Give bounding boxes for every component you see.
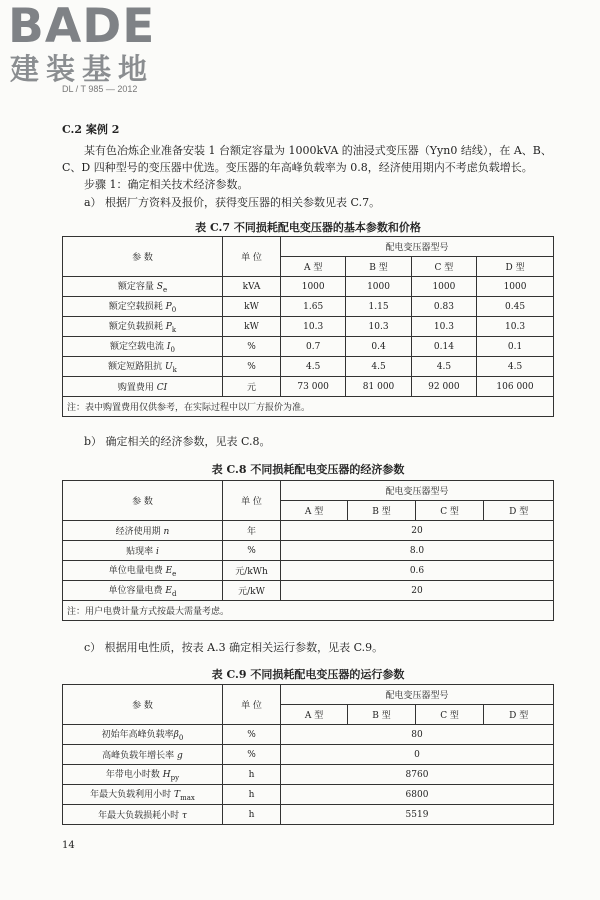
- unit-header: 单 位: [223, 237, 281, 277]
- unit-cell: %: [223, 357, 281, 377]
- cell: 0.83: [411, 297, 476, 317]
- cell: 10.3: [411, 317, 476, 337]
- cell: 20: [281, 521, 554, 541]
- cell: 4.5: [477, 357, 554, 377]
- unit-cell: kW: [223, 297, 281, 317]
- cell: 106 000: [477, 377, 554, 397]
- item-b: b） 确定相关的经济参数，见表 C.8。: [84, 435, 271, 448]
- cell: 81 000: [346, 377, 411, 397]
- row-label: 年最大负载损耗小时 τ: [63, 805, 223, 825]
- cell: 4.5: [281, 357, 346, 377]
- cell: 4.5: [411, 357, 476, 377]
- cell: 0.1: [477, 337, 554, 357]
- cell: 0.4: [346, 337, 411, 357]
- row-label: 经济使用期 n: [63, 521, 223, 541]
- param-header: 参 数: [63, 481, 223, 521]
- cell: 0: [281, 745, 554, 765]
- table-c9-caption: 表 C.9 不同损耗配电变压器的运行参数: [211, 668, 405, 681]
- cell: 0.6: [281, 561, 554, 581]
- unit-cell: kW: [223, 317, 281, 337]
- row-label: 额定负载损耗 $P_k$: [63, 317, 223, 337]
- table-row: [63, 297, 554, 317]
- unit-cell: h: [223, 785, 281, 805]
- table-row: [63, 377, 554, 397]
- step-1: 步骤 1：确定相关技术经济参数。: [84, 178, 249, 191]
- unit-cell: %: [223, 337, 281, 357]
- table-row: [63, 561, 554, 581]
- table-row: [63, 805, 554, 825]
- model-d: D 型: [484, 501, 554, 521]
- table-row: [63, 725, 554, 745]
- table-row: [63, 317, 554, 337]
- model-d: D 型: [484, 705, 554, 725]
- logo-text: BADE: [8, 0, 156, 54]
- cell: 20: [281, 581, 554, 601]
- standard-code: DL / T 985 — 2012: [62, 84, 138, 94]
- cell: 8760: [281, 765, 554, 785]
- logo-chinese: 建装基地: [10, 52, 155, 86]
- unit-header: 单 位: [223, 481, 281, 521]
- row-label: 单位容量电费 $E_d$: [63, 581, 223, 601]
- row-label: 单位电量电费 $E_e$: [63, 561, 223, 581]
- model-c: C 型: [415, 501, 484, 521]
- unit-cell: 元/kW: [223, 581, 281, 601]
- cell: 92 000: [411, 377, 476, 397]
- table-row: [63, 521, 554, 541]
- param-header: 参 数: [63, 685, 223, 725]
- table-note: 注：表中购置费用仅供参考，在实际过程中以厂方报价为准。: [63, 397, 554, 417]
- cell: 1000: [281, 277, 346, 297]
- cell: 8.0: [281, 541, 554, 561]
- cell: 10.3: [281, 317, 346, 337]
- cell: 0.14: [411, 337, 476, 357]
- cell: 80: [281, 725, 554, 745]
- model-a: A 型: [281, 257, 346, 277]
- model-a: A 型: [281, 705, 348, 725]
- row-label: 初始年高峰负载率$\beta_0$: [63, 725, 223, 745]
- page-number: 14: [62, 840, 75, 851]
- param-header: 参 数: [63, 237, 223, 277]
- model-d: D 型: [477, 257, 554, 277]
- table-c7: [62, 236, 554, 417]
- row-label: 额定空载损耗 $P_0$: [63, 297, 223, 317]
- cell: 1000: [346, 277, 411, 297]
- row-label: 年带电小时数 $H_{py}$: [63, 765, 223, 785]
- unit-cell: 年: [223, 521, 281, 541]
- model-a: A 型: [281, 501, 348, 521]
- model-c: C 型: [411, 257, 476, 277]
- section-title: C.2 案例 2: [62, 123, 120, 136]
- cell: 6800: [281, 785, 554, 805]
- model-c: C 型: [415, 705, 484, 725]
- unit-cell: %: [223, 541, 281, 561]
- model-header: 配电变压器型号: [281, 685, 554, 705]
- unit-cell: kVA: [223, 277, 281, 297]
- table-c9: [62, 684, 554, 825]
- cell: 73 000: [281, 377, 346, 397]
- table-row: [63, 337, 554, 357]
- cell: 1000: [477, 277, 554, 297]
- row-label: 贴现率 i: [63, 541, 223, 561]
- unit-cell: %: [223, 745, 281, 765]
- table-c8: [62, 480, 554, 621]
- row-label: 购置费用 CI: [63, 377, 223, 397]
- item-c: c） 根据用电性质，按表 A.3 确定相关运行参数，见表 C.9。: [84, 641, 384, 654]
- row-label: 额定短路阻抗 $U_k$: [63, 357, 223, 377]
- cell: 10.3: [477, 317, 554, 337]
- cell: 5519: [281, 805, 554, 825]
- cell: 1.15: [346, 297, 411, 317]
- row-label: 高峰负载年增长率 g: [63, 745, 223, 765]
- model-b: B 型: [346, 257, 411, 277]
- intro-paragraph: 某有色冶炼企业准备安装 1 台额定容量为 1000kVA 的油浸式变压器（Yyn0 结线），在 A、B、C、D 四种型号的变压器中优选。变压器的年高峰负载率为 0.8，经济使用期内不考虑负载增长。: [62, 144, 552, 174]
- table-note: 注：用户电费计量方式按最大需量考虑。: [63, 601, 554, 621]
- cell: 0.7: [281, 337, 346, 357]
- unit-cell: 元/kWh: [223, 561, 281, 581]
- table-row: [63, 357, 554, 377]
- row-label: 额定空载电流 $I_0$: [63, 337, 223, 357]
- unit-cell: 元: [223, 377, 281, 397]
- unit-cell: h: [223, 765, 281, 785]
- model-b: B 型: [348, 705, 416, 725]
- table-row: [63, 785, 554, 805]
- table-c7-caption: 表 C.7 不同损耗配电变压器的基本参数和价格: [195, 221, 421, 234]
- row-label: 额定容量 $S_e$: [63, 277, 223, 297]
- cell: 1.65: [281, 297, 346, 317]
- table-c8-caption: 表 C.8 不同损耗配电变压器的经济参数: [211, 463, 405, 476]
- unit-cell: %: [223, 725, 281, 745]
- table-row: [63, 745, 554, 765]
- item-a: a） 根据厂方资料及报价，获得变压器的相关参数见表 C.7。: [84, 196, 381, 209]
- table-row: [63, 765, 554, 785]
- cell: 0.45: [477, 297, 554, 317]
- unit-header: 单 位: [223, 685, 281, 725]
- model-header: 配电变压器型号: [281, 481, 554, 501]
- table-row: [63, 581, 554, 601]
- unit-cell: h: [223, 805, 281, 825]
- row-label: 年最大负载利用小时 $T_{max}$: [63, 785, 223, 805]
- model-b: B 型: [348, 501, 416, 521]
- cell: 4.5: [346, 357, 411, 377]
- table-row: [63, 541, 554, 561]
- table-row: [63, 277, 554, 297]
- cell: 10.3: [346, 317, 411, 337]
- cell: 1000: [411, 277, 476, 297]
- model-header: 配电变压器型号: [281, 237, 554, 257]
